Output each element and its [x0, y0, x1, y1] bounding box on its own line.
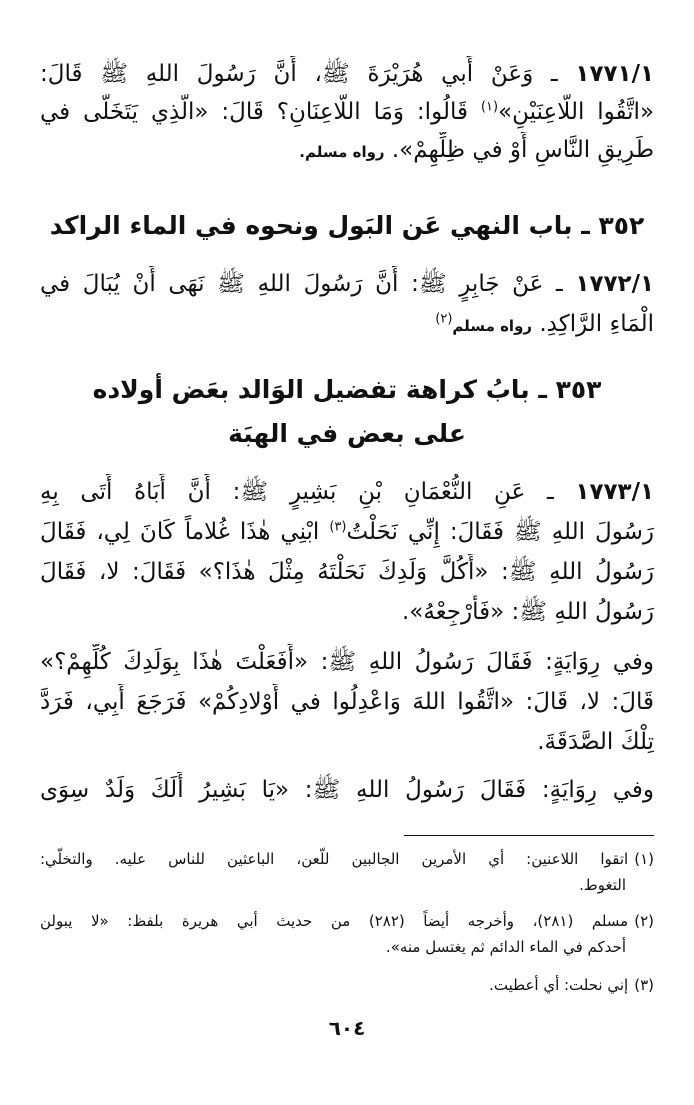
hadith-1773-riwaya-1-line-2: قَالَ: لا، قَالَ: «اتَّقُوا اللهَ وَاعْدِلُوا في أَوْلادِكُمْ» فَرَجَعَ أَبِي، فَرَدَّ [40, 689, 654, 715]
hadith-text: طَرِيقِ النَّاسِ أَوْ في ظِلِّهِمْ». [391, 137, 654, 163]
footnote-number: (٢) [634, 912, 654, 930]
hadith-number: ١٧٧١/١ [575, 61, 654, 87]
footnote-ref: (٣) [329, 519, 347, 535]
footnote-text: اتقوا اللاعنين: أي الأمرين الجالبين للّعن، الباعثين للناس عليه. والتخلّي: [40, 850, 629, 868]
footnote-divider [404, 835, 654, 836]
hadith-1771-line-1 [40, 56, 654, 94]
footnote-2-line-1 [40, 908, 654, 936]
footnote-number: (١) [634, 850, 654, 868]
hadith-1773-line-4: رَسُولُ اللهِ ﷺ: «فَأَرْجِعْهُ». [402, 599, 654, 625]
hadith-1771-line-2 [40, 94, 654, 132]
footnote-1-line-2: التغوط. [579, 876, 626, 894]
chapter-353-title-line-1: ٣٥٣ ـ بابُ كراهة تفضيل الوَالد بعَض أولاده [92, 375, 602, 404]
hadith-number: ١٧٧٣/١ [575, 479, 654, 505]
hadith-text: ابْنِي هٰذَا غُلاماً كَانَ لِي، فَقَالَ [40, 519, 320, 545]
hadith-1772-line-1 [40, 266, 654, 304]
chapter-353-title-line-2: على بعض في الهبَة [228, 419, 466, 448]
footnote-number: (٣) [634, 976, 654, 994]
hadith-text: «اتَّقُوا اللَّاعِنَيْنِ» [498, 99, 654, 125]
footnote-text: مسلم (٢٨١)، وأخرجه أيضاً (٢٨٢) من حديث أبي هريرة بلفظ: «لا يبولن [40, 912, 629, 930]
hadith-1773-riwaya-1-line-1: وفي رِوَايَةٍ: فَقَالَ رَسُولُ اللهِ ﷺ: «أَفَعَلْتَ هٰذَا بِوَلَدِكَ كُلِّهِمْ؟» [40, 649, 654, 675]
hadith-text: ـ وَعَنْ أَبي هُرَيْرَةَ ﷺ، أَنَّ رَسُولَ اللهِ ﷺ قَالَ: [40, 61, 558, 87]
source-note: رواه مسلم. [299, 143, 385, 161]
footnote-2-line-2: أحدكم في الماء الدائم ثم يغتسل منه». [385, 938, 626, 956]
hadith-text: رَسُولَ اللهِ ﷺ فَقَالَ: إِنِّي نَحَلْتُ [346, 519, 654, 545]
page-number: ٦٠٤ [328, 1016, 366, 1040]
source-note: رواه مسلم [452, 317, 533, 335]
footnote-ref: (١) [480, 99, 499, 115]
hadith-1773-line-2 [40, 514, 654, 552]
hadith-1773-riwaya-1-line-3: تِلْكَ الصَّدَقَةَ. [537, 729, 654, 755]
hadith-number: ١٧٧٢/١ [575, 271, 654, 297]
chapter-352-title: ٣٥٢ ـ باب النهي عَن البَول ونحوه في الماء الراكد [49, 211, 645, 240]
hadith-1773-riwaya-2-line-1: وفي رِوَايَةٍ: فَقَالَ رَسُولُ اللهِ ﷺ: «يَا بَشِيرُ أَلَكَ وَلَدٌ سِوَى [40, 777, 654, 803]
footnote-ref: (٢) [435, 311, 453, 327]
hadith-1771-line-3 [40, 132, 654, 170]
hadith-1773-line-1 [40, 474, 654, 512]
hadith-text: الْمَاءِ الرَّاكِدِ. [539, 311, 654, 337]
hadith-text: ـ عَنِ النُّعْمَانِ بْنِ بَشِيرٍ ﷺ: أَنَّ أَبَاهُ أَتَى بِهِ [40, 479, 554, 505]
hadith-1773-line-3: رَسُولُ اللهِ ﷺ: «أَكُلَّ وَلَدِكَ نَحَلْتَهُ مِثْلَ هٰذَا؟» فَقَالَ: لا، فَقَالَ [40, 559, 654, 585]
hadith-text: قَالُوا: وَمَا اللَّاعِنَانِ؟ قَالَ: «الَّذِي يَتَخَلَّى في [40, 99, 468, 125]
footnote-3 [40, 972, 654, 1000]
hadith-1772-line-2 [40, 306, 654, 344]
hadith-text: ـ عَنْ جَابِرٍ ﷺ: أَنَّ رَسُولَ اللهِ ﷺ نَهَى أَنْ يُبَالَ في [40, 271, 563, 297]
footnote-text: إني نحلت: أي أعطيت. [489, 976, 629, 994]
footnote-1-line-1 [40, 846, 654, 874]
